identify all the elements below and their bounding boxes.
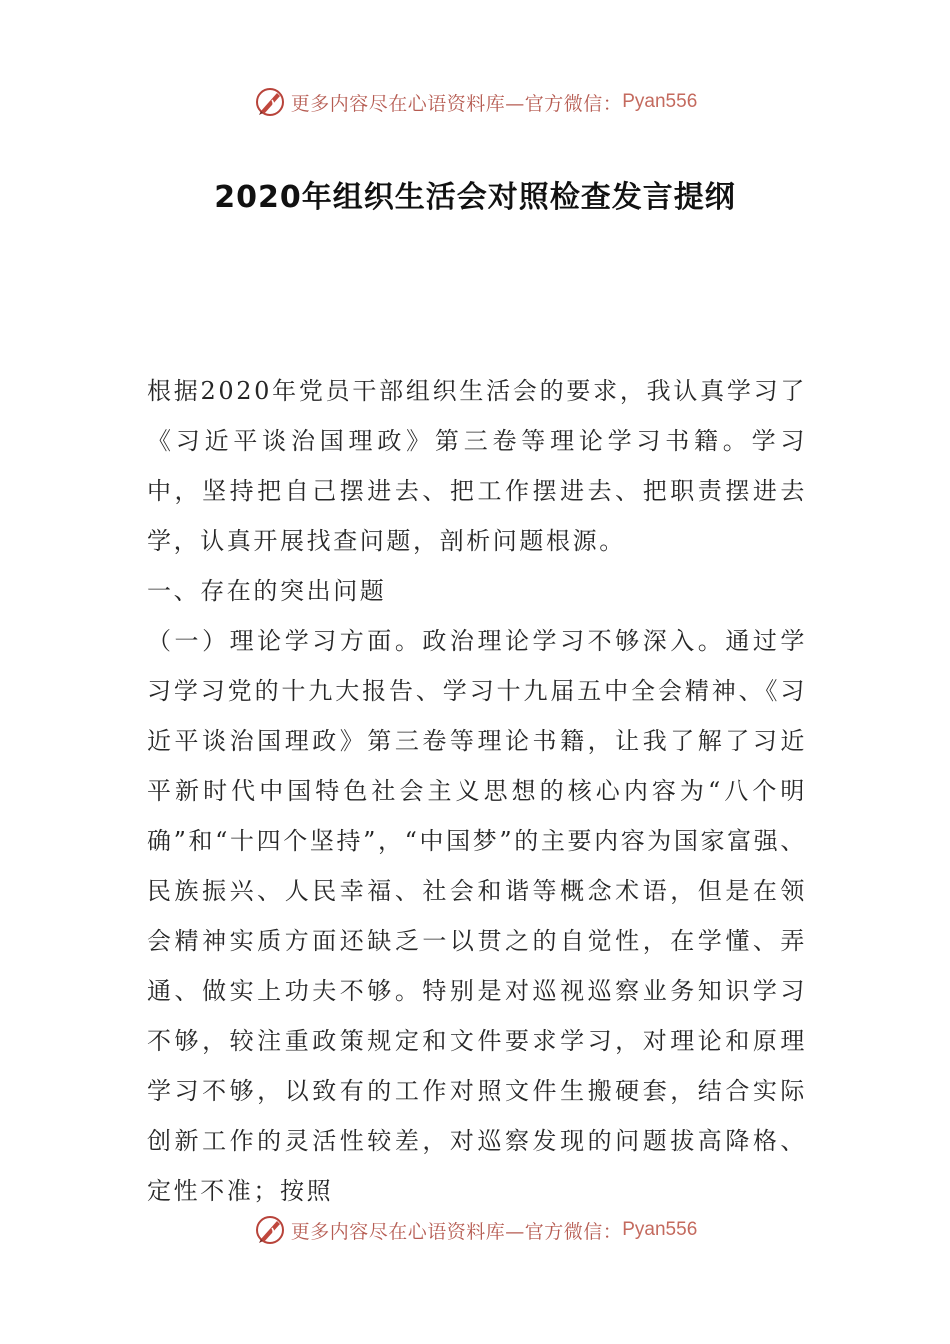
watermark-text: 更多内容尽在心语资料库—官方微信：: [290, 92, 623, 115]
pen-logo-icon: [253, 85, 287, 119]
intro-paragraph: 根据2020年党员干部组织生活会的要求，我认真学习了《习近平谈治国理政》第三卷等理论学习书籍。学习中，坚持把自己摆进去、把工作摆进去、把职责摆进去学，认真开展找查问题，剖析问题根源。: [147, 377, 807, 555]
section-heading: 一、存在的突出问题: [147, 577, 387, 605]
pen-logo-icon: [253, 1213, 287, 1247]
watermark-header: [0, 82, 950, 122]
watermark-contact: Pyan556: [622, 1219, 698, 1240]
watermark-contact: Pyan556: [622, 91, 698, 112]
watermark-text: 更多内容尽在心语资料库—官方微信：: [290, 1220, 623, 1243]
watermark-footer: [0, 1210, 950, 1250]
section-paragraph: （一）理论学习方面。政治理论学习不够深入。通过学习学习党的十九大报告、学习十九届五中全会精神、《习近平谈治国理政》第三卷等理论书籍，让我了解了习近平新时代中国特色社会主义思想的核心内容为“八个明确”和“十四个坚持”，“中国梦”的主要内容为国家富强、民族振兴、人民幸福、社会和谐等概念术语，但是在领会精神实质方面还缺乏一以贯之的自觉性，在学懂、弄通、做实上功夫不够。特别是对巡视巡察业务知识学习不够，较注重政策规定和文件要求学习，对理论和原理学习不够，以致有的工作对照文件生搬硬套，结合实际创新工作的灵活性较差，对巡察发现的问题拔高降格、定性不准；按照: [147, 627, 807, 1205]
document-body: [147, 366, 807, 1216]
document-title: 2020年组织生活会对照检查发言提纲: [214, 180, 736, 215]
